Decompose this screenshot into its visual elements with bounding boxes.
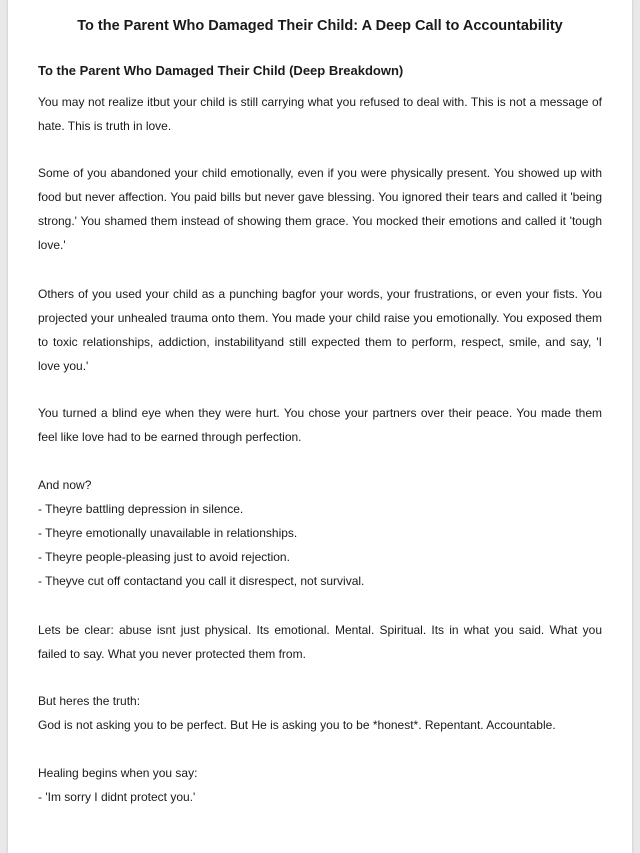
paragraph-punching-bag: Others of you used your child as a punching bagfor your words, your frustrations, or even your fists. You projected your unhealed trauma onto them. You made your child raise you emotionally. You exposed them to toxic relationships, addiction, instabilityand still expected them to perform, respect, smile, and say, 'I love you.': [38, 287, 602, 373]
paragraph-abandoned: Some of you abandoned your child emotionally, even if you were physically present. You showed up with food but never affection. You paid bills but never gave blessing. You ignored their tears and called it 'being strong.' You shamed them instead of showing them grace. You mocked their emotions and called it 'tough love.': [38, 166, 602, 252]
list-item: - Theyre battling depression in silence.: [38, 502, 244, 516]
document-title: To the Parent Who Damaged Their Child: A Deep Call to Accountability: [77, 18, 563, 34]
truth-intro: But heres the truth:: [38, 694, 141, 708]
paragraph-blind-eye: You turned a blind eye when they were hurt. You chose your partners over their peace. You made them feel like love had to be earned through perfection.: [38, 406, 602, 444]
document-page: [8, 0, 632, 853]
list-item: - Theyre emotionally unavailable in relationships.: [38, 526, 298, 540]
and-now-intro: And now?: [38, 478, 92, 492]
healing-intro: Healing begins when you say:: [38, 766, 198, 780]
paragraph-intro: You may not realize itbut your child is still carrying what you refused to deal with. This is not a message of hate. This is truth in love.: [38, 95, 602, 133]
paragraph-be-clear: Lets be clear: abuse isnt just physical. Its emotional. Mental. Spiritual. Its in what you said. What you failed to say. What you never protected them from.: [38, 623, 602, 661]
list-item: - Theyve cut off contactand you call it disrespect, not survival.: [38, 574, 365, 588]
list-item: - 'Im sorry I didnt protect you.': [38, 790, 196, 804]
truth-text: God is not asking you to be perfect. But He is asking you to be *honest*. Repentant. Accountable.: [38, 718, 556, 732]
section-heading: To the Parent Who Damaged Their Child (Deep Breakdown): [38, 63, 404, 78]
list-item: - Theyre people-pleasing just to avoid rejection.: [38, 550, 290, 564]
